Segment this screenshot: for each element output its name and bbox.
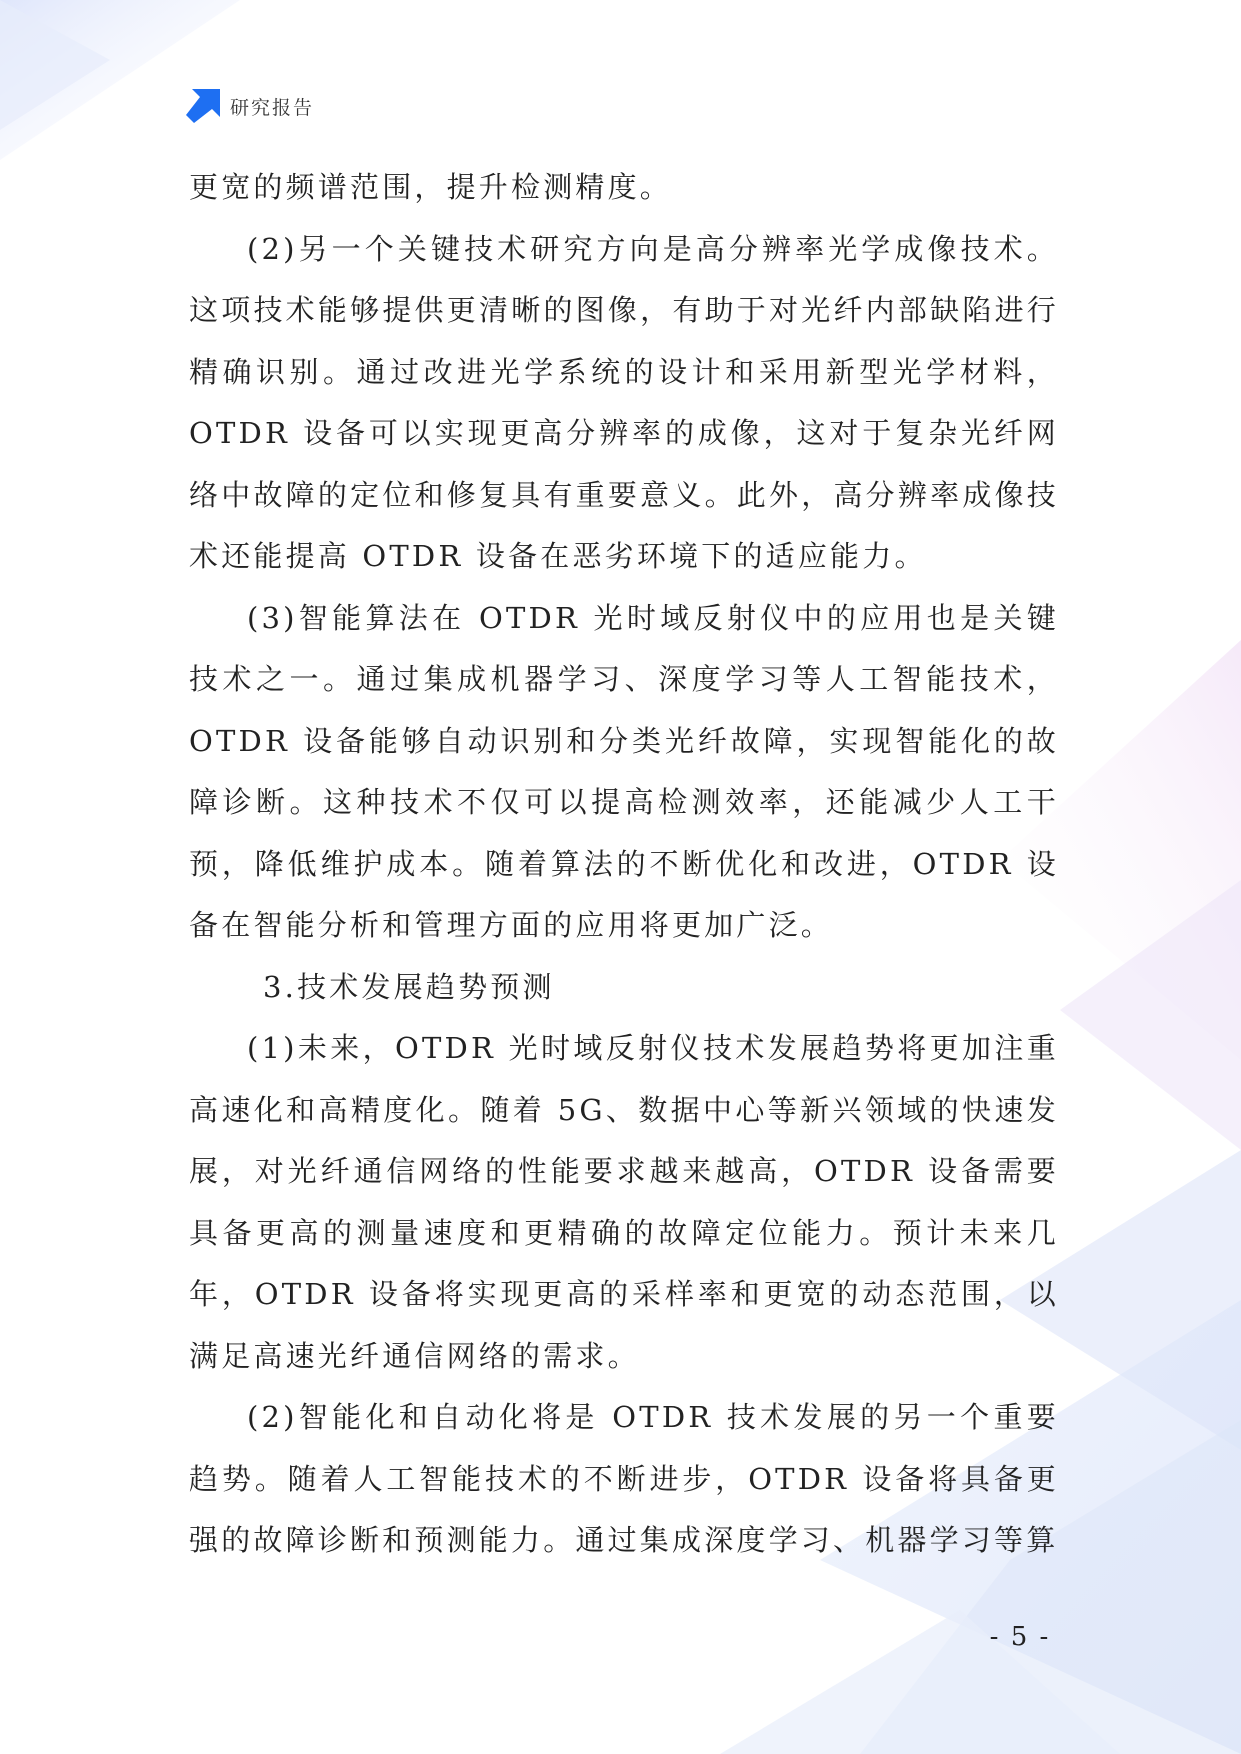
header bbox=[186, 88, 314, 124]
paragraph-imaging: (2)另一个关键技术研究方向是高分辨率光学成像技术。这项技术能够提供更清晰的图像，有助于对光纤内部缺陷进行精确识别。通过改进光学系统的设计和采用新型光学材料，OTDR 设备可以实现更高分辨率的成像，这对于复杂光纤网络中故障的定位和修复具有重要意义。此外，高分辨率成像技术还能提高 OTDR 设备在恶劣环境下的适应能力。 bbox=[189, 231, 1059, 573]
paragraph-algorithm: (3)智能算法在 OTDR 光时域反射仪中的应用也是关键技术之一。通过集成机器学习、深度学习等人工智能技术，OTDR 设备能够自动识别和分类光纤故障，实现智能化的故障诊断。这种技术不仅可以提高检测效率，还能减少人工干预，降低维护成本。随着算法的不断优化和改进，OTDR 设备在智能分析和管理方面的应用将更加广泛。 bbox=[189, 600, 1059, 942]
header-title: 研究报告 bbox=[230, 96, 315, 119]
paragraph-continuation: 更宽的频谱范围，提升检测精度。 bbox=[189, 170, 673, 204]
section-heading: 3.技术发展趋势预测 bbox=[263, 969, 555, 1004]
page-number: - 5 - bbox=[989, 1622, 1051, 1652]
paragraph-trend-intelligence: (2)智能化和自动化将是 OTDR 技术发展的另一个重要趋势。随着人工智能技术的不断进步，OTDR 设备将具备更强的故障诊断和预测能力。通过集成深度学习、机器学习等算 bbox=[189, 1400, 1059, 1557]
diagonal-arrow-icon bbox=[186, 89, 220, 123]
document-body bbox=[189, 157, 1059, 1572]
paragraph-trend-speed: (1)未来，OTDR 光时域反射仪技术发展趋势将更加注重高速化和高精度化。随着 5G、数据中心等新兴领域的快速发展，对光纤通信网络的性能要求越来越高，OTDR 设备需要具备更高的测量速度和更精确的故障定位能力。预计未来几年，OTDR 设备将实现更高的采样率和更宽的动态范围，以满足高速光纤通信网络的需求。 bbox=[189, 1031, 1059, 1373]
